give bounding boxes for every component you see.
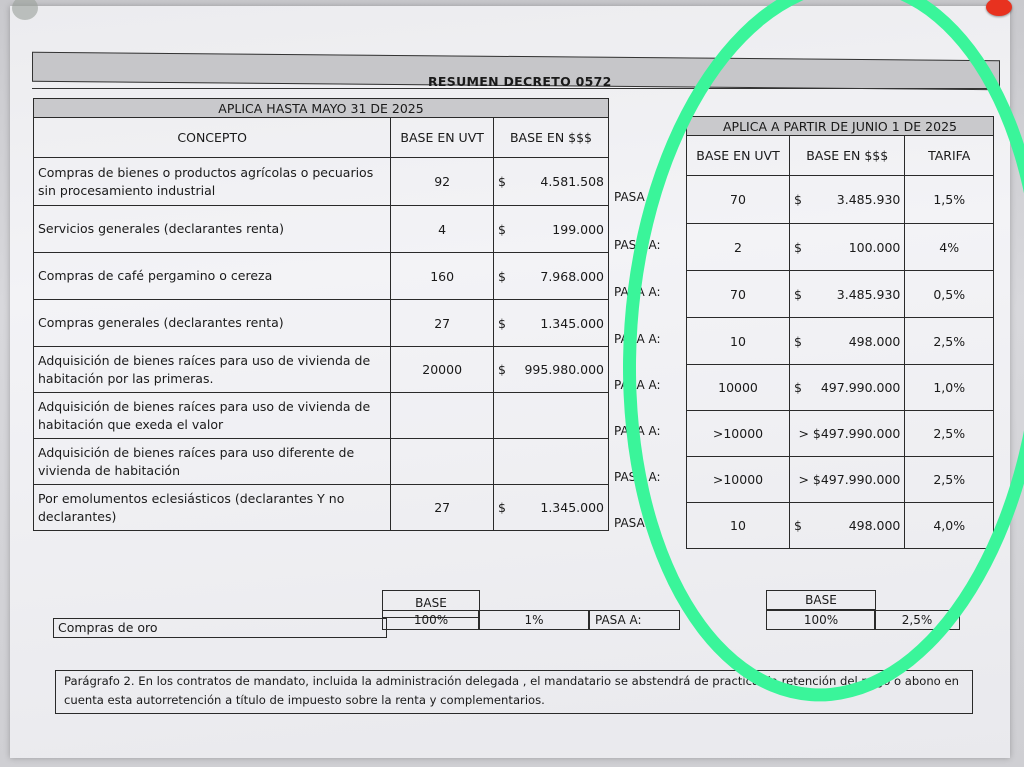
rate-column-header: TARIFA	[905, 136, 994, 176]
concept-text: Adquisición de bienes raíces para uso de vivienda de habitación que exeda el valor	[38, 398, 371, 432]
old-uvt-value: 160	[430, 268, 455, 284]
currency-symbol: $	[497, 315, 506, 331]
currency-symbol: $	[794, 518, 802, 533]
rate-value: 2,5%	[933, 333, 966, 349]
pasa-label: PASA A:	[614, 284, 661, 299]
concept-text: Compras de café pergamino o cereza	[38, 268, 273, 283]
rate-cell	[905, 503, 994, 549]
new-money-column-header: BASE EN $$$	[790, 136, 905, 176]
old-money-cell	[493, 393, 608, 439]
concept-cell	[34, 485, 391, 531]
pasa-label: PASA A:	[614, 470, 661, 484]
rate-value: 4%	[939, 239, 960, 255]
new-money-value: > $497.990.000	[798, 472, 901, 487]
concept-text: Adquisición de bienes raíces para uso de vivienda de habitación por las primeras.	[38, 352, 371, 386]
table-row	[687, 411, 994, 457]
currency-symbol: $	[497, 221, 506, 237]
gold-old-rate-value: 1%	[524, 613, 544, 627]
new-money-cell	[790, 503, 905, 549]
new-money-value: 498.000	[848, 518, 901, 533]
old-uvt-cell	[391, 206, 494, 253]
old-money-cell	[493, 347, 608, 393]
new-rates-table	[686, 116, 994, 549]
concept-text: Compras de bienes o productos agrícolas o pecuarios sin procesamiento industrial	[38, 164, 374, 198]
concept-cell	[34, 347, 391, 393]
old-uvt-value: 20000	[422, 362, 463, 377]
new-uvt-value: 10	[730, 518, 746, 533]
old-money-cell	[493, 206, 608, 253]
gold-old-rate-cell	[478, 610, 590, 630]
new-money-cell	[790, 176, 905, 224]
new-money-cell	[790, 318, 905, 365]
new-money-cell	[790, 224, 905, 271]
old-uvt-cell	[391, 158, 494, 206]
old-money-cell	[493, 158, 608, 206]
new-uvt-cell	[687, 271, 790, 318]
table-row	[687, 176, 994, 224]
rate-value: 1,0%	[933, 380, 966, 395]
old-money-value: 7.968.000	[540, 268, 604, 284]
new-money-cell	[790, 365, 905, 411]
currency-symbol: $	[497, 268, 506, 284]
currency-symbol: $	[794, 380, 802, 395]
new-uvt-cell	[687, 365, 790, 411]
new-money-value: 100.000	[848, 239, 901, 255]
table-row	[34, 206, 609, 253]
new-money-value: 3.485.930	[836, 286, 901, 302]
old-money-column-header: BASE EN $$$	[493, 118, 608, 158]
pasa-label: PASA	[614, 190, 645, 204]
new-money-value: 497.990.000	[820, 380, 901, 395]
rate-cell	[905, 365, 994, 411]
old-uvt-column-header: BASE EN UVT	[391, 118, 494, 158]
table-row	[687, 318, 994, 365]
pasa-label: PASA A:	[614, 378, 661, 392]
new-uvt-column-header: BASE EN UVT	[687, 136, 790, 176]
old-uvt-cell	[391, 300, 494, 347]
concept-cell	[34, 439, 391, 485]
pasa-label: PASA A	[614, 516, 657, 530]
table-row	[34, 485, 609, 531]
old-money-value: 1.345.000	[540, 500, 604, 515]
concept-cell	[34, 393, 391, 439]
gold-pasa-cell	[588, 610, 680, 630]
table-row	[34, 300, 609, 347]
table-row	[34, 253, 609, 300]
old-money-value: 1.345.000	[540, 315, 604, 331]
new-uvt-cell	[687, 176, 790, 224]
rate-cell	[905, 457, 994, 503]
gold-new-rate-cell	[874, 610, 960, 630]
concept-column-header: CONCEPTO	[34, 118, 391, 158]
shadow-mark	[12, 0, 38, 20]
rate-cell	[905, 411, 994, 457]
new-money-value: 498.000	[848, 333, 901, 349]
old-uvt-cell	[391, 347, 494, 393]
concept-text: Adquisición de bienes raíces para uso diferente de vivienda de habitación	[38, 444, 355, 478]
concept-cell	[34, 253, 391, 300]
table-row	[687, 365, 994, 411]
rate-cell	[905, 176, 994, 224]
title-underline	[32, 88, 998, 89]
gold-new-rate-value: 2,5%	[901, 613, 933, 627]
new-uvt-value: 70	[730, 286, 746, 302]
gold-new-base-header-text: BASE	[805, 593, 837, 607]
old-uvt-value: 27	[434, 315, 451, 331]
pasa-label: PASA A:	[614, 331, 661, 346]
paragraph-note: Parágrafo 2. En los contratos de mandato, incluida la administración delegada , el mandatario se abstendrá de practicar la retención del pago o abono en cuenta esta autorretención a título de impuesto sobre la renta y complementarios.	[55, 670, 973, 714]
rate-value: 4,0%	[933, 518, 966, 533]
push-pin-icon	[986, 0, 1012, 16]
new-uvt-value: 70	[730, 192, 746, 207]
old-money-cell	[493, 253, 608, 300]
old-money-cell	[493, 485, 608, 531]
new-uvt-cell	[687, 503, 790, 549]
currency-symbol: $	[497, 174, 506, 189]
old-rates-table	[33, 98, 609, 531]
table-row	[34, 347, 609, 393]
table-row	[687, 503, 994, 549]
rate-value: 0,5%	[933, 286, 966, 302]
old-money-cell	[493, 439, 608, 485]
old-uvt-cell	[391, 393, 494, 439]
currency-symbol: $	[497, 500, 506, 515]
gold-new-base-value: 100%	[803, 613, 839, 627]
old-uvt-value: 4	[438, 221, 447, 237]
old-money-cell	[493, 300, 608, 347]
new-uvt-value: >10000	[712, 426, 764, 441]
new-money-cell	[790, 457, 905, 503]
document-title: RESUMEN DECRETO 0572	[428, 74, 612, 89]
rate-cell	[905, 271, 994, 318]
old-uvt-value: 92	[434, 174, 451, 189]
old-uvt-value: 27	[434, 500, 451, 515]
concept-text: Por emolumentos eclesiásticos (declarantes Y no declarantes)	[38, 490, 345, 524]
table-row	[34, 158, 609, 206]
table-row	[687, 457, 994, 503]
new-uvt-cell	[687, 318, 790, 365]
new-uvt-value: >10000	[712, 472, 764, 487]
pasa-label: PASA A:	[614, 237, 661, 252]
concept-text: Compras generales (declarantes renta)	[38, 315, 284, 330]
old-period-header: APLICA HASTA MAYO 31 DE 2025	[34, 99, 609, 118]
new-uvt-cell	[687, 411, 790, 457]
rate-value: 2,5%	[933, 472, 966, 487]
old-money-value: 4.581.508	[540, 174, 604, 189]
old-uvt-cell	[391, 253, 494, 300]
currency-symbol: $	[497, 362, 506, 377]
currency-symbol: $	[794, 239, 802, 255]
gold-new-base-header	[766, 590, 876, 610]
new-uvt-cell	[687, 457, 790, 503]
new-uvt-value: 2	[734, 239, 742, 255]
new-uvt-value: 10000	[718, 380, 758, 395]
rate-cell	[905, 224, 994, 271]
concept-cell	[34, 206, 391, 253]
old-money-value: 995.980.000	[524, 362, 604, 377]
rate-cell	[905, 318, 994, 365]
old-uvt-cell	[391, 439, 494, 485]
gold-new-base-cell	[766, 610, 876, 630]
new-period-header: APLICA A PARTIR DE JUNIO 1 DE 2025	[687, 117, 994, 136]
table-row	[34, 439, 609, 485]
pasa-label: PASA A:	[614, 424, 661, 438]
new-money-value: > $497.990.000	[798, 426, 901, 441]
concept-text: Servicios generales (declarantes renta)	[38, 221, 285, 236]
new-money-value: 3.485.930	[836, 192, 901, 207]
currency-symbol: $	[794, 286, 802, 302]
currency-symbol: $	[794, 333, 802, 349]
gold-pasa-text: PASA A:	[595, 613, 642, 627]
gold-old-base-header-text: BASE	[415, 596, 447, 610]
new-uvt-value: 10	[730, 333, 746, 349]
old-uvt-cell	[391, 485, 494, 531]
table-row	[34, 393, 609, 439]
rate-value: 1,5%	[933, 192, 966, 207]
new-uvt-cell	[687, 224, 790, 271]
rate-value: 2,5%	[933, 426, 966, 441]
concept-cell	[34, 158, 391, 206]
old-money-value: 199.000	[552, 221, 604, 237]
gold-purchases-label: Compras de oro	[53, 618, 387, 638]
gold-old-base-cell	[382, 610, 480, 630]
new-money-cell	[790, 271, 905, 318]
document-sheet	[10, 6, 1010, 758]
concept-cell	[34, 300, 391, 347]
table-row	[687, 271, 994, 318]
gold-old-base-value: 100%	[413, 613, 449, 627]
new-money-cell	[790, 411, 905, 457]
currency-symbol: $	[794, 192, 802, 207]
table-row	[687, 224, 994, 271]
